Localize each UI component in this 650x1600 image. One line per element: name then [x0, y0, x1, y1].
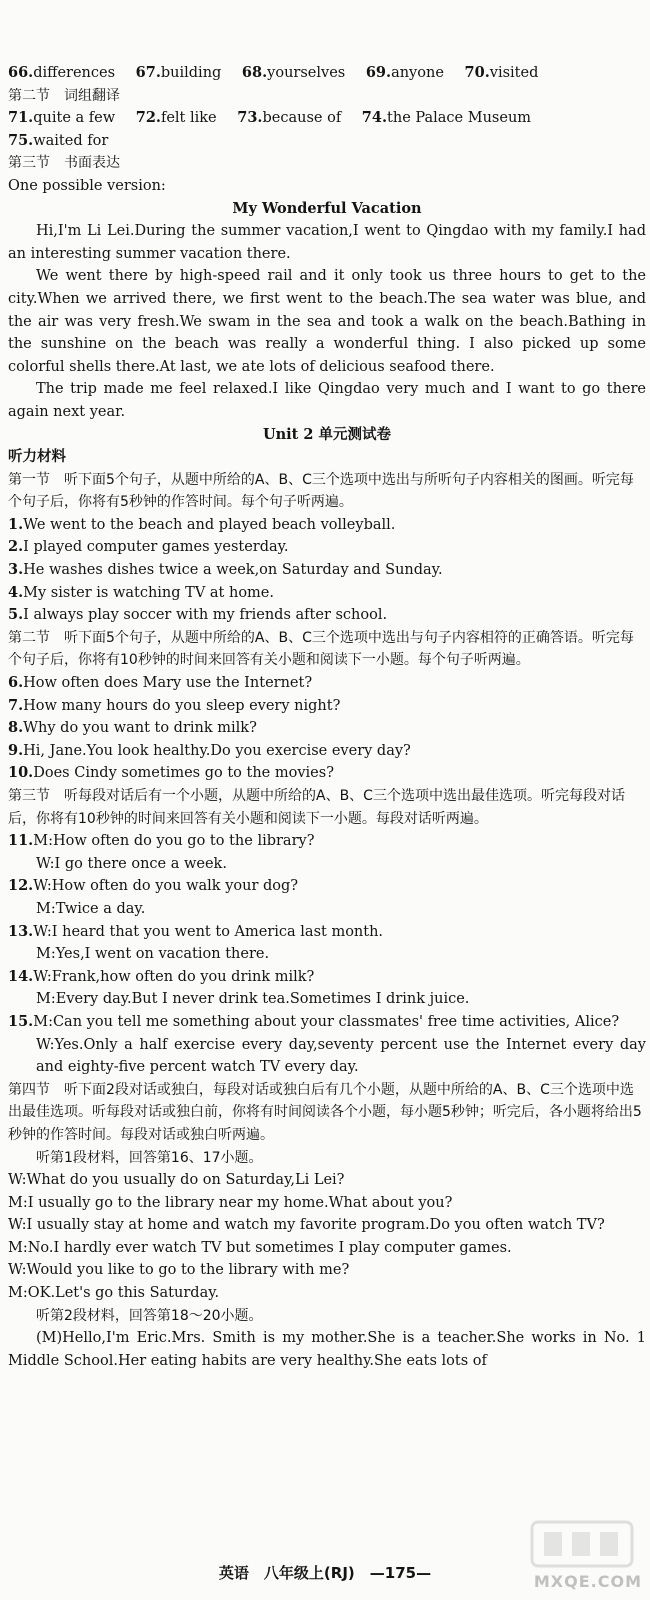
essay-title: My Wonderful Vacation	[232, 199, 422, 217]
answer-text: waited for	[33, 132, 109, 149]
list-item: 4.My sister is watching TV at home.	[8, 583, 274, 601]
section-2-label: 第二节 词组翻译	[8, 87, 120, 104]
dialogue-line: 14.W:Frank,how often do you drink milk?	[8, 967, 315, 985]
part-3-intro: 第三节 听每段对话后有一个小题，从题中所给的A、B、C三个选项中选出最佳选项。听完每段对话后，你将有10秒钟的时间来回答有关小题和阅读下一小题。每段对话听两遍。	[8, 788, 625, 827]
list-item: 10.Does Cindy sometimes go to the movies?	[8, 764, 334, 782]
essay-paragraph: The trip made me feel relaxed.I like Qingdao very much and I want to go there again next year.	[8, 381, 646, 420]
answer-text: anyone	[391, 65, 444, 81]
essay-paragraph: Hi,I'm Li Lei.During the summer vacation,I went to Qingdao with my family.I had an interesting summer vacation there.	[8, 223, 646, 262]
answers-row-3	[8, 130, 646, 153]
material-1-label: 听第1段材料，回答第16、17小题。	[36, 1149, 263, 1166]
answer-number: 75.	[8, 131, 34, 149]
possible-version-label: One possible version:	[8, 177, 166, 194]
part-4-intro: 第四节 听下面2段对话或独白，每段对话或独白后有几个小题，从题中所给的A、B、C三个选项中选出最佳选项。听每段对话或独白前，你将有时间阅读各个小题，每小题5秒钟；听完后，各小题将给出5秒钟的作答时间。每段对话或独白听两遍。	[8, 1081, 642, 1143]
answer-number: 69.	[365, 64, 392, 81]
list-item: 8.Why do you want to drink milk?	[8, 719, 257, 737]
dialogue-line: W:I go there once a week.	[36, 855, 227, 872]
essay-paragraph: We went there by high-speed rail and it only took us three hours to get to the city.When we arrived there, we first went to the beach.The sea water was blue, and the air was very fresh.We swam in the sea and took a walk on the beach.Bathing in the sunshine on the beach was really a wonderful thing. I also picked up some colorful shells there.At last, we ate lots of delicious seafood there.	[8, 268, 646, 375]
material-2-text: (M)Hello,I'm Eric.Mrs. Smith is my mother.She is a teacher.She works in No. 1 Middle School.Her eating habits are very healthy.She eats lots of	[8, 1330, 646, 1369]
dialogue-line: W:Yes.Only a half exercise every day,seventy percent use the Internet every day and eighty-five percent watch TV every day.	[36, 1036, 646, 1076]
dialogue-line: M:I usually go to the library near my home.What about you?	[8, 1194, 453, 1211]
answer-number: 73.	[237, 109, 263, 127]
list-item: 9.Hi, Jane.You look healthy.Do you exercise every day?	[8, 741, 411, 759]
answer-number: 68.	[241, 64, 268, 81]
list-item: 1.We went to the beach and played beach volleyball.	[8, 515, 396, 533]
answer-text: the Palace Museum	[387, 110, 532, 127]
answer-text: visited	[489, 65, 539, 81]
dialogue-line: M:OK.Let's go this Saturday.	[8, 1285, 220, 1302]
dialogue-line: 12.W:How often do you walk your dog?	[8, 877, 299, 895]
list-item: 5.I always play soccer with my friends after school.	[8, 606, 388, 624]
section-3-label: 第三节 书面表达	[8, 155, 120, 172]
dialogue-line: M:No.I hardly ever watch TV but sometimes I play computer games.	[8, 1239, 512, 1256]
answer-text: felt like	[160, 110, 217, 127]
answer-number: 66.	[8, 64, 34, 81]
answer-page	[8, 62, 646, 1372]
answer-text: yourselves	[267, 65, 346, 81]
answer-text: differences	[33, 65, 116, 81]
list-item: 7.How many hours do you sleep every night?	[8, 696, 341, 714]
answer-text: building	[160, 65, 222, 81]
answer-number: 67.	[135, 64, 161, 81]
part-2-list	[8, 672, 646, 785]
part-3-dialogues	[8, 830, 646, 1079]
answer-number: 71.	[8, 109, 34, 127]
answer-text: because of	[262, 110, 342, 127]
material-1-dialogue	[8, 1169, 646, 1305]
dialogue-line: W:What do you usually do on Saturday,Li Lei?	[8, 1172, 345, 1189]
dialogue-line: W:I usually stay at home and watch my favorite program.Do you often watch TV?	[8, 1217, 605, 1234]
answer-text: quite a few	[33, 110, 116, 127]
page-footer: 英语 八年级上(RJ) —175—	[218, 1564, 432, 1582]
dialogue-line: 13.W:I heard that you went to America last month.	[8, 922, 384, 940]
listening-heading: 听力材料	[8, 449, 66, 466]
part-2-intro: 第二节 听下面5个句子，从题中所给的A、B、C三个选项中选出与句子内容相符的正确答语。听完每个句子后，你将有10秒钟的时间来回答有关小题和阅读下一小题。每个句子听两遍。	[8, 629, 634, 669]
answer-number: 70.	[464, 64, 490, 81]
answers-row-2	[8, 107, 646, 130]
dialogue-line: W:Would you like to go to the library with me?	[8, 1262, 350, 1279]
dialogue-line: M:Every day.But I never drink tea.Sometimes I drink juice.	[36, 991, 470, 1008]
material-2-label: 听第2段材料，回答第18～20小题。	[36, 1307, 263, 1324]
list-item: 2.I played computer games yesterday.	[8, 538, 289, 556]
answers-row-1	[8, 62, 646, 85]
watermark-text: MXQE.COM	[533, 1572, 642, 1591]
part-1-list	[8, 514, 646, 627]
part-1-intro: 第一节 听下面5个句子，从题中所给的A、B、C三个选项中选出与所听句子内容相关的图画。听完每个句子后，你将有5秒钟的作答时间。每个句子听两遍。	[8, 471, 634, 511]
dialogue-line: M:Twice a day.	[36, 900, 146, 917]
dialogue-line: 15.M:Can you tell me something about your classmates' free time activities, Alice?	[8, 1012, 620, 1030]
answer-number: 74.	[361, 109, 388, 127]
dialogue-line: M:Yes,I went on vacation there.	[36, 946, 270, 963]
answer-number: 72.	[135, 109, 161, 127]
dialogue-line: 11.M:How often do you go to the library?	[8, 832, 315, 850]
list-item: 6.How often does Mary use the Internet?	[8, 674, 313, 692]
unit-title: Unit 2 单元测试卷	[262, 425, 392, 443]
list-item: 3.He washes dishes twice a week,on Saturday and Sunday.	[8, 561, 443, 579]
